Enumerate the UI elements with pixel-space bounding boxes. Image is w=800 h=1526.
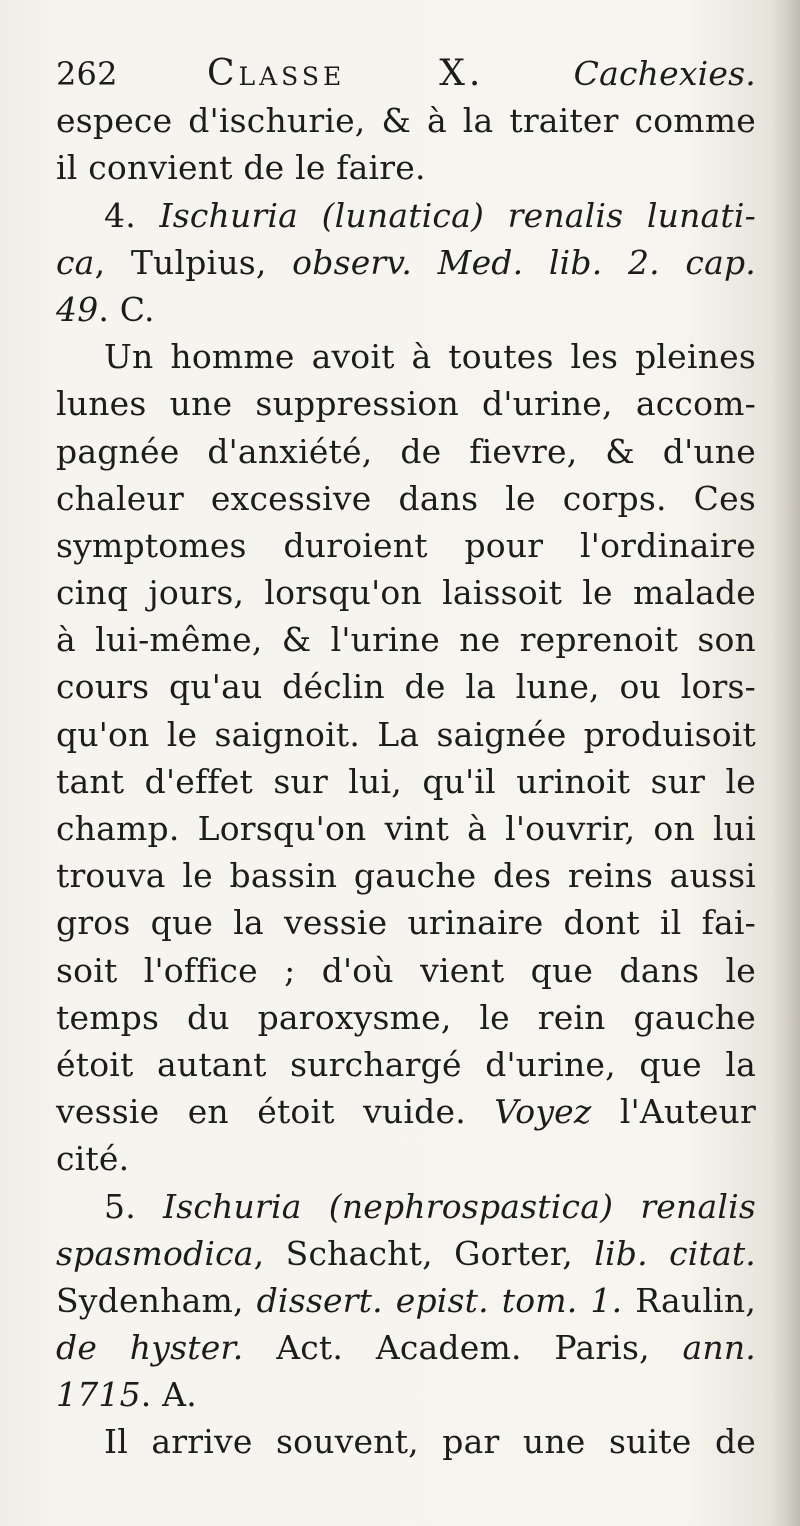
text-line: champ. Lorsqu'on vint à l'ouvrir, on lui	[56, 809, 756, 848]
entry-5-reference: 1715. A.	[56, 1375, 197, 1415]
text-line: symptomes duroient pour l'ordinaire	[56, 525, 756, 565]
text-line: pagnée d'anxiété, de fievre, & d'une	[56, 431, 756, 471]
text-line: temps du paroxysme, le rein gauche	[56, 997, 756, 1037]
page-edge-shadow	[770, 0, 800, 1526]
entry-5-citation: Sydenham, dissert. epist. tom. 1. Raulin,	[56, 1280, 757, 1320]
text-line: espece d'ischurie, & à la traiter comme	[56, 101, 756, 141]
entry-4-heading: 4. Ischuria (lunatica) renalis lunati-	[104, 195, 756, 235]
text-line: il convient de le faire.	[56, 148, 426, 188]
section-title: Cachexies.	[573, 54, 756, 93]
text-line: chaleur excessive dans le corps. Ces	[56, 478, 756, 518]
running-header	[56, 50, 756, 97]
text-line: cinq jours, lorsqu'on laissoit le malade	[56, 573, 756, 613]
text-line: Un homme avoit à toutes les pleines	[104, 337, 756, 377]
text-line: à lui-même, & l'urine ne reprenoit son	[56, 620, 756, 660]
text-line: trouva le bassin gauche des reins aussi	[56, 856, 756, 896]
entry-4-reference: 49. C.	[56, 289, 155, 329]
entry-5-citation: de hyster. Act. Academ. Paris, ann.	[56, 1328, 756, 1368]
text-line: qu'on le saignoit. La saignée produisoit	[56, 714, 756, 754]
text-line: étoit autant surchargé d'urine, que la	[56, 1044, 756, 1084]
text-line: Il arrive souvent, par une suite de	[104, 1422, 756, 1462]
text-line: soit l'office ; d'où vient que dans le	[56, 950, 756, 990]
text-line: cours qu'au déclin de la lune, ou lors-	[56, 667, 756, 707]
text-line: lunes une suppression d'urine, accom-	[56, 384, 756, 424]
entry-4-citation: ca, Tulpius, observ. Med. lib. 2. cap.	[56, 242, 756, 282]
page-number: 262	[56, 55, 118, 93]
entry-5-citation: spasmodica, Schacht, Gorter, lib. citat.	[56, 1233, 756, 1273]
text-line: cité.	[56, 1139, 130, 1179]
text-line: vessie en étoit vuide. Voyez l'Auteur	[56, 1092, 756, 1132]
entry-5-heading: 5. Ischuria (nephrospastica) renalis	[104, 1186, 756, 1226]
text-line: gros que la vessie urinaire dont il fai-	[56, 903, 756, 943]
page-text	[56, 50, 756, 1466]
text-line: tant d'effet sur lui, qu'il urinoit sur le	[56, 761, 756, 801]
class-label: Classe X.	[206, 53, 485, 94]
